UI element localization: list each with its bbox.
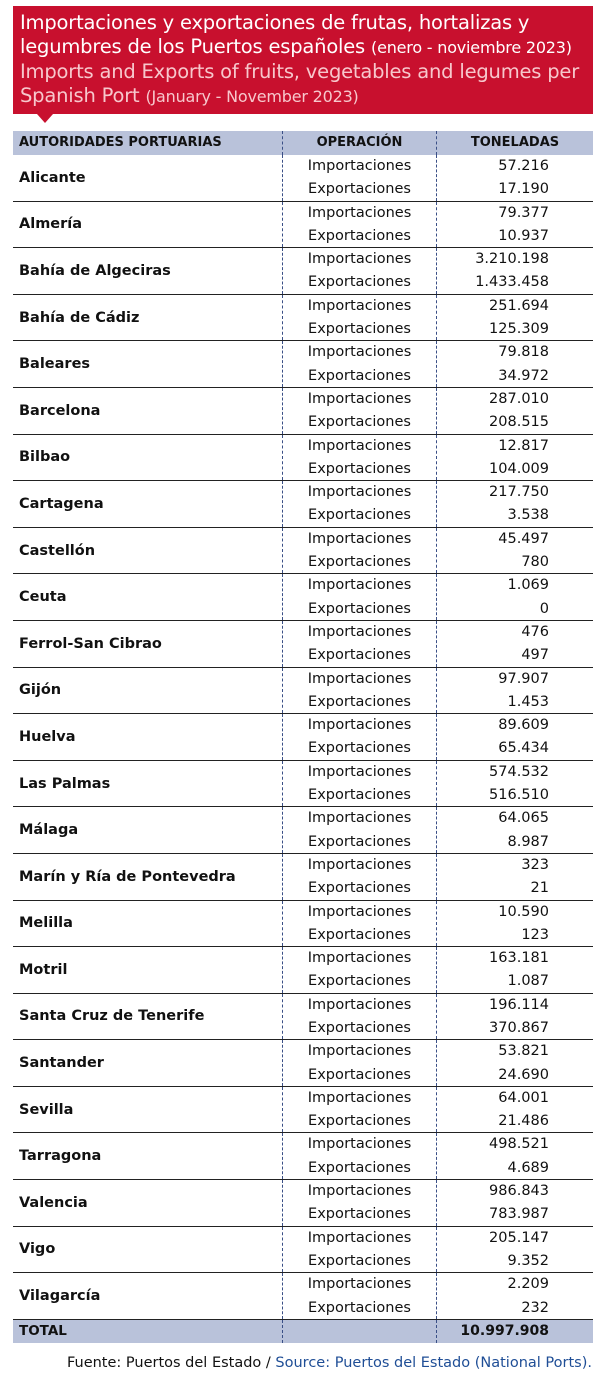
tonnes-cell — [436, 807, 593, 853]
imports-value: 287.010 — [489, 390, 549, 407]
tonnes-cell — [436, 947, 593, 993]
operation-imports: Importaciones — [307, 344, 412, 361]
period-english: (January - November 2023) — [145, 87, 359, 106]
tonnes-cell — [436, 1180, 593, 1226]
operation-imports: Importaciones — [307, 484, 412, 501]
column-header-tonnes: TONELADAS — [436, 131, 593, 155]
operation-cell — [282, 388, 436, 434]
exports-value: 497 — [521, 647, 549, 664]
imports-value: 79.377 — [498, 204, 549, 221]
exports-value: 65.434 — [498, 740, 549, 757]
operation-imports: Importaciones — [307, 1089, 412, 1106]
operation-cell — [282, 1040, 436, 1086]
table-row — [13, 1133, 593, 1180]
port-name: Castellón — [19, 542, 96, 559]
total-operation-cell — [282, 1320, 436, 1343]
operation-imports: Importaciones — [307, 251, 412, 268]
table-row — [13, 901, 593, 948]
operation-exports: Exportaciones — [308, 1299, 411, 1316]
imports-value: 12.817 — [498, 437, 549, 454]
operation-cell — [282, 481, 436, 527]
port-name: Motril — [19, 961, 68, 978]
operation-exports: Exportaciones — [308, 274, 411, 291]
source-note — [67, 1355, 592, 1371]
operation-imports: Importaciones — [307, 577, 412, 594]
exports-value: 370.867 — [489, 1019, 549, 1036]
operation-imports: Importaciones — [307, 670, 412, 687]
operation-cell — [282, 947, 436, 993]
imports-value: 498.521 — [489, 1136, 549, 1153]
tonnes-cell — [436, 1133, 593, 1179]
operation-exports: Exportaciones — [308, 1252, 411, 1269]
operation-exports: Exportaciones — [308, 787, 411, 804]
tonnes-cell — [436, 1087, 593, 1133]
operation-cell — [282, 901, 436, 947]
operation-exports: Exportaciones — [308, 507, 411, 524]
table-row — [13, 435, 593, 482]
operation-exports: Exportaciones — [308, 321, 411, 338]
exports-value: 24.690 — [498, 1066, 549, 1083]
tonnes-cell — [436, 1273, 593, 1319]
operation-cell — [282, 435, 436, 481]
exports-value: 34.972 — [498, 367, 549, 384]
operation-imports: Importaciones — [307, 950, 412, 967]
exports-value: 10.937 — [498, 227, 549, 244]
operation-exports: Exportaciones — [308, 833, 411, 850]
port-name: Sevilla — [19, 1101, 74, 1118]
imports-value: 196.114 — [489, 996, 549, 1013]
operation-imports: Importaciones — [307, 530, 412, 547]
table-row — [13, 1273, 593, 1320]
table-row — [13, 761, 593, 808]
exports-value: 1.453 — [507, 693, 549, 710]
imports-value: 323 — [521, 856, 549, 873]
port-name: Bahía de Cádiz — [19, 309, 140, 326]
table-row — [13, 155, 593, 202]
exports-value: 3.538 — [507, 507, 549, 524]
tonnes-cell — [436, 155, 593, 201]
ports-table — [13, 131, 593, 1343]
tonnes-cell — [436, 574, 593, 620]
exports-value: 780 — [521, 554, 549, 571]
exports-value: 1.433.458 — [475, 274, 549, 291]
imports-value: 476 — [521, 623, 549, 640]
exports-value: 17.190 — [498, 181, 549, 198]
operation-cell — [282, 295, 436, 341]
port-name: Vilagarcía — [19, 1288, 101, 1305]
operation-cell — [282, 761, 436, 807]
operation-imports: Importaciones — [307, 856, 412, 873]
port-name: Melilla — [19, 915, 73, 932]
imports-value: 79.818 — [498, 344, 549, 361]
imports-value: 3.210.198 — [475, 251, 549, 268]
imports-value: 2.209 — [507, 1276, 549, 1293]
operation-exports: Exportaciones — [308, 181, 411, 198]
imports-value: 89.609 — [498, 717, 549, 734]
imports-value: 10.590 — [498, 903, 549, 920]
imports-value: 45.497 — [498, 530, 549, 547]
port-name: Ceuta — [19, 589, 67, 606]
source-spanish: Fuente: Puertos del Estado / — [66, 1355, 276, 1371]
port-name: Barcelona — [19, 402, 101, 419]
operation-cell — [282, 621, 436, 667]
table-row — [13, 1040, 593, 1087]
tonnes-cell — [436, 761, 593, 807]
tonnes-cell — [436, 388, 593, 434]
title-banner — [13, 6, 593, 114]
tonnes-cell — [436, 1227, 593, 1273]
table-row — [13, 574, 593, 621]
operation-imports: Importaciones — [307, 437, 412, 454]
title-english-line-1: Imports and Exports of fruits, vegetables and legumes per — [20, 60, 580, 83]
imports-value: 251.694 — [489, 297, 549, 314]
operation-cell — [282, 807, 436, 853]
operation-imports: Importaciones — [307, 1183, 412, 1200]
port-name: Valencia — [19, 1194, 88, 1211]
imports-value: 64.065 — [498, 810, 549, 827]
operation-cell — [282, 248, 436, 294]
imports-value: 986.843 — [489, 1183, 549, 1200]
operation-imports: Importaciones — [307, 158, 412, 174]
operation-exports: Exportaciones — [308, 1019, 411, 1036]
imports-value: 53.821 — [498, 1043, 549, 1060]
operation-imports: Importaciones — [307, 1043, 412, 1060]
port-name: Ferrol-San Cibrao — [19, 635, 162, 652]
title-english-line-2: Spanish Port — [20, 84, 140, 107]
tonnes-cell — [436, 714, 593, 760]
tonnes-cell — [436, 202, 593, 248]
exports-value: 9.352 — [507, 1252, 549, 1269]
column-header-operation: OPERACIÓN — [282, 131, 436, 155]
imports-value: 64.001 — [498, 1089, 549, 1106]
exports-value: 208.515 — [489, 414, 549, 431]
exports-value: 123 — [521, 926, 549, 943]
table-row — [13, 295, 593, 342]
port-name: Alicante — [19, 169, 86, 186]
imports-value: 97.907 — [498, 670, 549, 687]
table-row — [13, 1227, 593, 1274]
exports-value: 21.486 — [498, 1113, 549, 1130]
title-spanish-line-2: legumbres de los Puertos españoles — [20, 35, 366, 58]
tonnes-cell — [436, 295, 593, 341]
operation-exports: Exportaciones — [308, 693, 411, 710]
operation-exports: Exportaciones — [308, 973, 411, 990]
exports-value: 4.689 — [507, 1159, 549, 1176]
operation-exports: Exportaciones — [308, 414, 411, 431]
imports-value: 1.069 — [507, 577, 549, 594]
imports-value: 163.181 — [489, 950, 549, 967]
exports-value: 8.987 — [507, 833, 549, 850]
operation-exports: Exportaciones — [308, 554, 411, 571]
operation-exports: Exportaciones — [308, 740, 411, 757]
banner-pointer-icon — [37, 114, 53, 123]
table-row — [13, 202, 593, 249]
table-header — [13, 131, 593, 155]
exports-value: 21 — [530, 880, 549, 897]
operation-cell — [282, 574, 436, 620]
operation-cell — [282, 528, 436, 574]
port-name: Tarragona — [19, 1148, 102, 1165]
tonnes-cell — [436, 528, 593, 574]
port-name: Cartagena — [19, 495, 104, 512]
table-body — [13, 155, 593, 1320]
operation-imports: Importaciones — [307, 996, 412, 1013]
operation-imports: Importaciones — [307, 717, 412, 734]
table-row — [13, 341, 593, 388]
port-name: Bahía de Algeciras — [19, 262, 171, 279]
exports-value: 783.987 — [489, 1206, 549, 1223]
exports-value: 1.087 — [507, 973, 549, 990]
table-row — [13, 807, 593, 854]
operation-exports: Exportaciones — [308, 647, 411, 664]
operation-cell — [282, 1133, 436, 1179]
operation-cell — [282, 1180, 436, 1226]
operation-cell — [282, 714, 436, 760]
tonnes-cell — [436, 435, 593, 481]
operation-exports: Exportaciones — [308, 460, 411, 477]
source-english: Source: Puertos del Estado (National Ports). — [275, 1355, 592, 1371]
tonnes-cell — [436, 481, 593, 527]
operation-exports: Exportaciones — [308, 1206, 411, 1223]
table-row — [13, 528, 593, 575]
port-name: Almería — [19, 216, 83, 233]
exports-value: 104.009 — [489, 460, 549, 477]
tonnes-cell — [436, 668, 593, 714]
imports-value: 574.532 — [489, 763, 549, 780]
operation-imports: Importaciones — [307, 763, 412, 780]
table-row — [13, 714, 593, 761]
table-row — [13, 388, 593, 435]
tonnes-cell — [436, 994, 593, 1040]
operation-imports: Importaciones — [307, 297, 412, 314]
tonnes-cell — [436, 621, 593, 667]
port-name: Santa Cruz de Tenerife — [19, 1008, 205, 1025]
operation-cell — [282, 1087, 436, 1133]
tonnes-cell — [436, 341, 593, 387]
port-name: Gijón — [19, 682, 62, 699]
table-row — [13, 668, 593, 715]
operation-cell — [282, 1227, 436, 1273]
table-row — [13, 994, 593, 1041]
port-name: Las Palmas — [19, 775, 111, 792]
operation-cell — [282, 668, 436, 714]
operation-imports: Importaciones — [307, 1136, 412, 1153]
tonnes-cell — [436, 248, 593, 294]
table-row — [13, 248, 593, 295]
operation-cell — [282, 341, 436, 387]
table-row — [13, 1180, 593, 1227]
exports-value: 516.510 — [489, 787, 549, 804]
table-row — [13, 621, 593, 668]
operation-imports: Importaciones — [307, 1276, 412, 1293]
imports-value: 217.750 — [489, 484, 549, 501]
imports-value: 205.147 — [489, 1229, 549, 1246]
table-row — [13, 481, 593, 528]
period-spanish: (enero - noviembre 2023) — [371, 38, 572, 57]
operation-exports: Exportaciones — [308, 1159, 411, 1176]
port-name: Santander — [19, 1055, 104, 1072]
operation-imports: Importaciones — [307, 204, 412, 221]
port-name: Bilbao — [19, 449, 71, 466]
tonnes-cell — [436, 1040, 593, 1086]
operation-cell — [282, 155, 436, 201]
operation-exports: Exportaciones — [308, 1113, 411, 1130]
port-name: Huelva — [19, 728, 76, 745]
operation-exports: Exportaciones — [308, 600, 411, 617]
operation-cell — [282, 994, 436, 1040]
exports-value: 232 — [521, 1299, 549, 1316]
table-row — [13, 947, 593, 994]
operation-imports: Importaciones — [307, 903, 412, 920]
port-name: Málaga — [19, 822, 79, 839]
operation-cell — [282, 1273, 436, 1319]
table-row — [13, 854, 593, 901]
total-value: 10.997.908 — [436, 1320, 593, 1343]
operation-exports: Exportaciones — [308, 1066, 411, 1083]
operation-exports: Exportaciones — [308, 367, 411, 384]
column-header-authority: AUTORIDADES PORTUARIAS — [19, 135, 222, 150]
operation-imports: Importaciones — [307, 623, 412, 640]
operation-exports: Exportaciones — [308, 227, 411, 244]
port-name: Vigo — [19, 1241, 56, 1258]
port-name: Baleares — [19, 356, 91, 373]
total-label: TOTAL — [19, 1322, 67, 1339]
port-name: Marín y Ría de Pontevedra — [19, 868, 236, 885]
tonnes-cell — [436, 854, 593, 900]
imports-value: 57.216 — [498, 158, 549, 174]
total-row — [13, 1320, 593, 1343]
operation-imports: Importaciones — [307, 810, 412, 827]
operation-cell — [282, 854, 436, 900]
operation-exports: Exportaciones — [308, 926, 411, 943]
title-spanish-line-1: Importaciones y exportaciones de frutas, hortalizas y — [20, 11, 530, 34]
table-row — [13, 1087, 593, 1134]
operation-imports: Importaciones — [307, 390, 412, 407]
operation-imports: Importaciones — [307, 1229, 412, 1246]
exports-value: 0 — [539, 600, 549, 617]
operation-exports: Exportaciones — [308, 880, 411, 897]
exports-value: 125.309 — [489, 321, 549, 338]
tonnes-cell — [436, 901, 593, 947]
operation-cell — [282, 202, 436, 248]
